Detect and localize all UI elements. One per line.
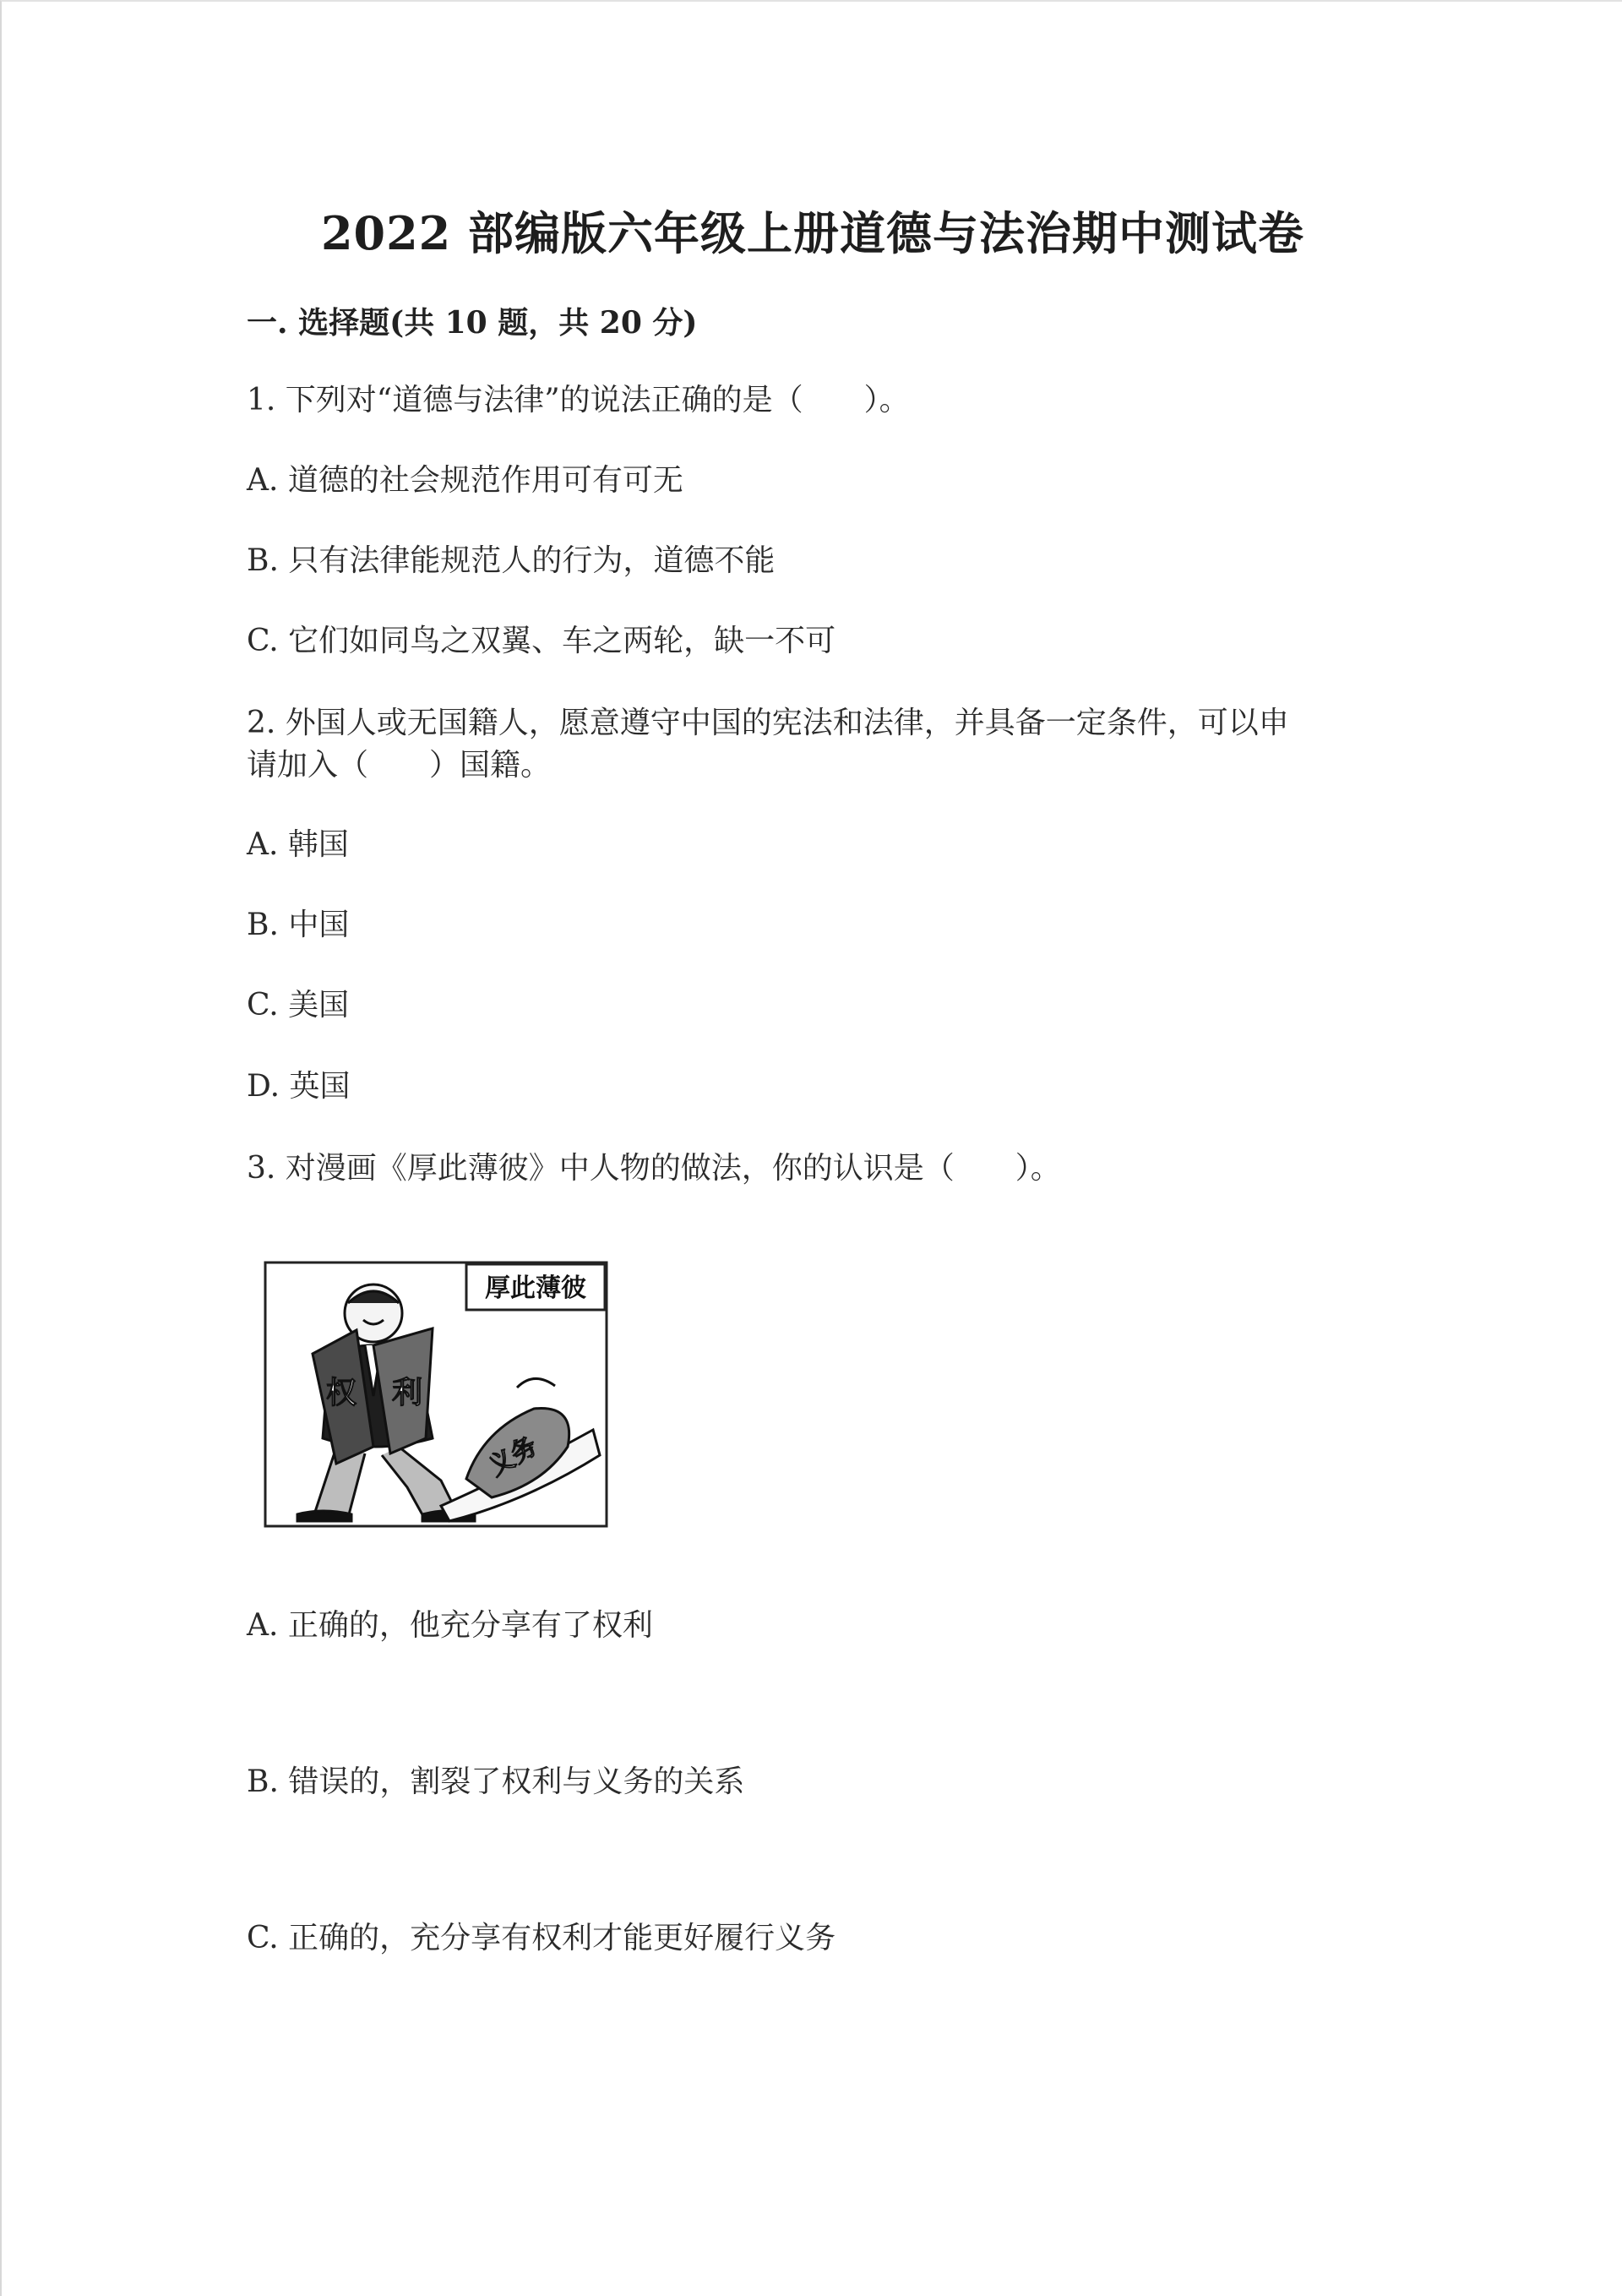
cartoon-image bbox=[264, 1261, 608, 1528]
q2-option-c: C. 美国 bbox=[247, 988, 350, 1023]
q1-option-c: C. 它们如同鸟之双翼、车之两轮，缺一不可 bbox=[247, 624, 836, 658]
q2-option-b: B. 中国 bbox=[247, 908, 350, 942]
q1-option-a: A. 道德的社会规范作用可有可无 bbox=[247, 463, 683, 498]
question-3-stem: 3. 对漫画《厚此薄彼》中人物的做法，你的认识是（ ）。 bbox=[247, 1151, 1061, 1186]
section-heading: 一. 选择题(共 10 题，共 20 分) bbox=[247, 305, 698, 341]
question-2-stem-line1: 2. 外国人或无国籍人，愿意遵守中国的宪法和法律，并具备一定条件，可以申 bbox=[247, 706, 1289, 740]
q3-option-c: C. 正确的，充分享有权利才能更好履行义务 bbox=[247, 1921, 836, 1955]
sign-left-text: 权 bbox=[325, 1376, 357, 1410]
scroll-text: 义务 bbox=[483, 1431, 542, 1482]
question-2-stem-line2: 请加入（ ）国籍。 bbox=[247, 748, 552, 783]
q3-option-b: B. 错误的，割裂了权利与义务的关系 bbox=[247, 1764, 745, 1799]
sign-right-text: 利 bbox=[391, 1376, 423, 1410]
page-title: 2022 部编版六年级上册道德与法治期中测试卷 bbox=[320, 206, 1305, 260]
cartoon-caption: 厚此薄彼 bbox=[485, 1273, 586, 1303]
question-1-stem: 1. 下列对“道德与法律”的说法正确的是（ ）。 bbox=[247, 383, 910, 417]
q3-option-a: A. 正确的，他充分享有了权利 bbox=[247, 1608, 653, 1643]
q1-option-b: B. 只有法律能规范人的行为，道德不能 bbox=[247, 543, 776, 578]
q2-option-d: D. 英国 bbox=[247, 1069, 351, 1104]
q2-option-a: A. 韩国 bbox=[247, 827, 349, 862]
